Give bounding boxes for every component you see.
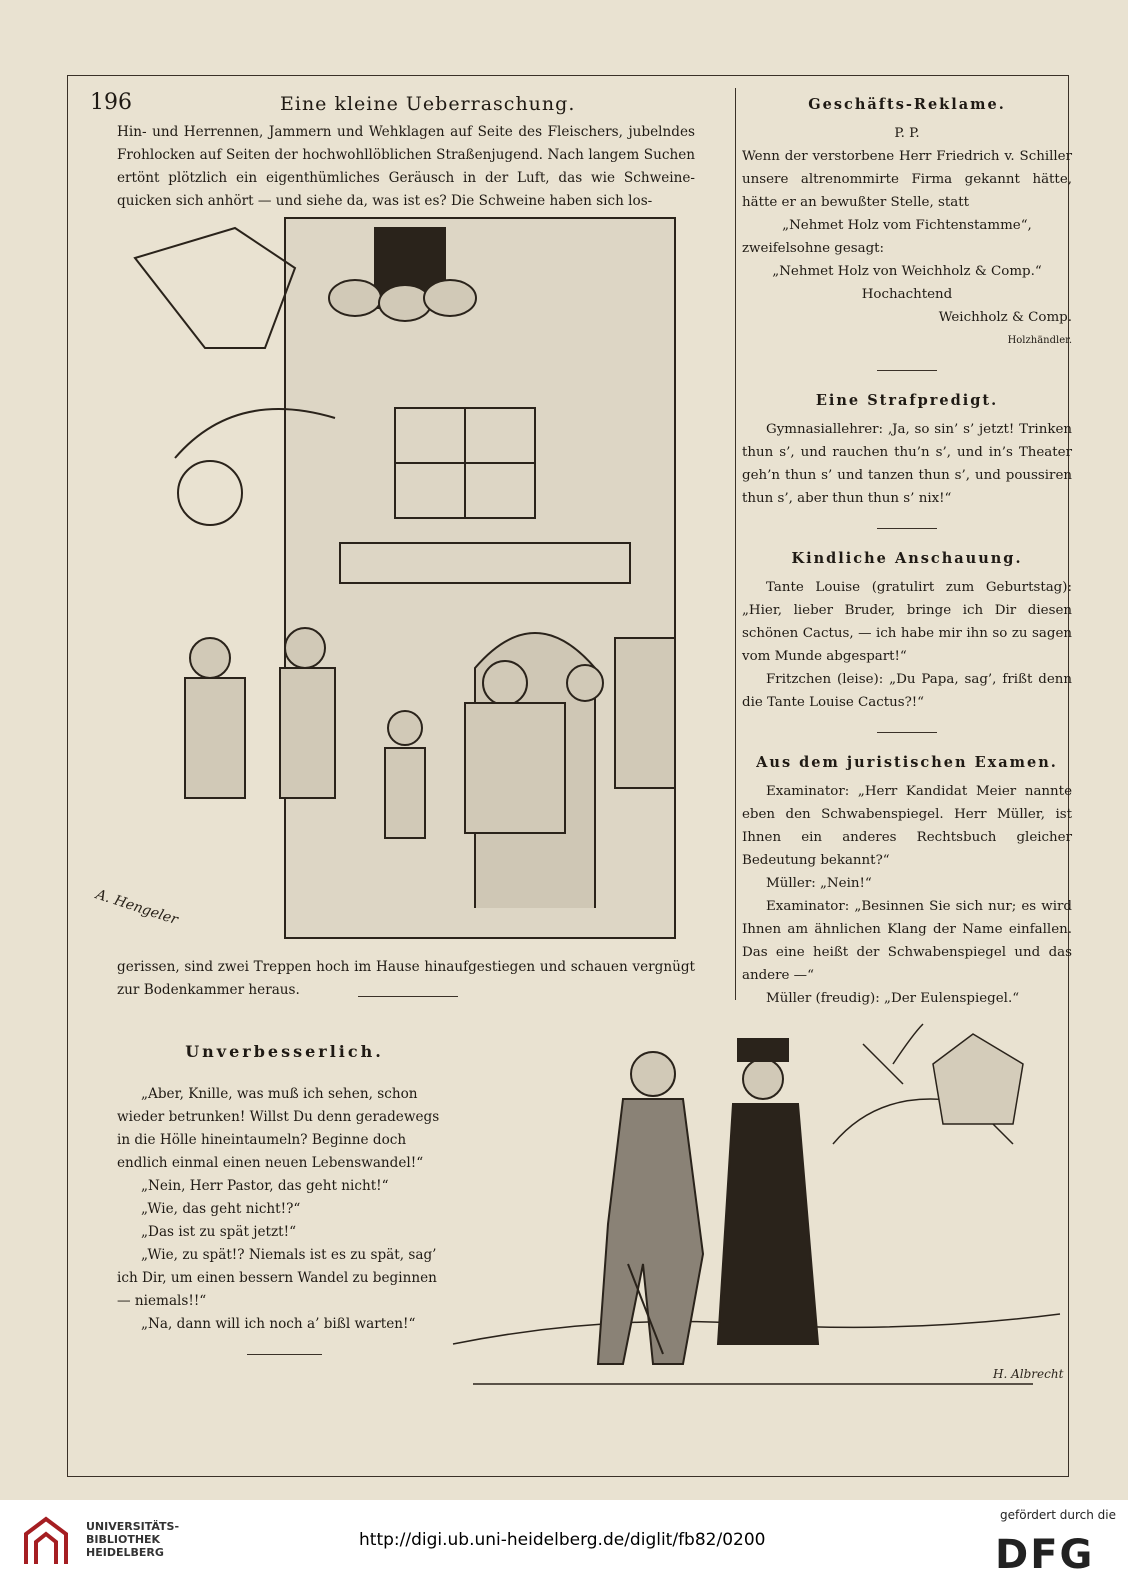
dialog-line: „Nein, Herr Pastor, das geht nicht!“	[141, 1178, 389, 1194]
dialog-line: „Aber, Knille, was muß ich sehen, schon wieder betrunken! Willst Du denn geradewegs in die Hölle hineintaumeln? Beginne doch endlich einmal einen neuen Lebenswandel!“	[117, 1086, 440, 1171]
pig-head-icon	[379, 285, 431, 321]
signature-line: Weichholz & Comp.	[938, 310, 1072, 325]
illustration-signature: A. Hengeler	[93, 886, 180, 929]
quote-line: „Nehmet Holz von Weichholz & Comp.“	[772, 264, 1042, 279]
section-title: Unverbesserlich.	[185, 1042, 384, 1061]
quote-line: „Nehmet Holz vom Fichtenstamme“,	[782, 218, 1032, 233]
reklame-middle: zweifelsohne gesagt:	[742, 241, 885, 256]
section-title: Geschäfts-Reklame.	[808, 96, 1006, 113]
story-bottom-text: gerissen, sind zwei Treppen hoch im Hause hinaufgestiegen und schauen vergnügt zur Bodenkammer heraus.	[117, 959, 695, 998]
reklame-body: Wenn der verstorbene Herr Friedrich v. Schiller unsere altrenommirte Firma gekannt hätte, hätte er an bewußter Stelle, statt	[742, 149, 1072, 210]
unverbesserlich-section	[117, 1040, 452, 1373]
examen-p4: Müller (freudig): „Der Eulenspiegel.“	[766, 991, 1020, 1006]
section-title: Aus dem juristischen Examen.	[756, 754, 1058, 771]
permalink-url[interactable]: http://digi.ub.uni-heidelberg.de/diglit/fb82/0200	[359, 1530, 766, 1550]
column-divider	[735, 88, 736, 1000]
university-library-logo-icon	[16, 1514, 76, 1572]
library-name: UNIVERSITÄTS- BIBLIOTHEK HEIDELBERG	[86, 1520, 180, 1559]
examen-p2: Müller: „Nein!“	[766, 876, 872, 891]
running-head: Eine kleine Ueberraschung.	[280, 93, 576, 115]
anschauung-p1: Tante Louise (gratulirt zum Geburtstag): „Hier, lieber Bruder, bringe ich Dir diesen schönen Cactus, — ich habe mir ihn so zu sagen vom Munde abgespart!“	[742, 580, 1072, 664]
illustration-signature: H. Albrecht	[993, 1367, 1064, 1381]
page-number: 196	[90, 90, 132, 115]
dialog-line: „Wie, das geht nicht!?“	[141, 1201, 301, 1217]
section-title: Kindliche Anschauung.	[791, 550, 1023, 567]
examen-p1: Examinator: „Herr Kandidat Meier nannte eben den Schwabenspiegel. Herr Müller, ist Ihnen ein anderes Rechtsbuch gleicher Bedeutung bekannt?“	[742, 784, 1072, 868]
strafpredigt-text: Gymnasiallehrer: ‚Ja, so sin’ s’ jetzt! Trinken thun s’, und rauchen thu’n s’, und in’s Theater geh’n thun s’ und tanzen thun s’, und poussiren thun s’, aber thun thun s’ nix!“	[742, 422, 1072, 506]
pig-head-icon	[329, 280, 381, 316]
examen-p3: Examinator: „Besinnen Sie sich nur; es wird Ihnen am ähnlichen Klang der Name einfallen. Das eine heißt der Schwabenspiegel und das andere —“	[742, 899, 1072, 983]
dialog-line: „Wie, zu spät!? Niemals ist es zu spät, sag’ ich Dir, um einen bessern Wandel zu beginnen — niemals!!“	[117, 1247, 437, 1309]
divider	[877, 732, 937, 733]
divider	[877, 528, 937, 529]
section-title: Eine Strafpredigt.	[815, 392, 999, 409]
pp-line: P. P.	[894, 126, 920, 141]
closing-line: Hochachtend	[861, 287, 953, 302]
dialog-line: „Das ist zu spät jetzt!“	[141, 1224, 297, 1240]
pig-head-icon	[424, 280, 476, 316]
anschauung-p2: Fritzchen (leise): „Du Papa, sag’, frißt denn die Tante Louise Cactus?!“	[742, 672, 1072, 710]
funding-note: gefördert durch die	[1000, 1508, 1116, 1522]
reklame-section	[742, 93, 1072, 1010]
pastor-drunk-illustration	[453, 1024, 1064, 1400]
divider	[358, 996, 458, 997]
footer-bar	[0, 1500, 1128, 1584]
dfg-logo: DFG	[995, 1532, 1095, 1578]
divider	[247, 1354, 322, 1355]
trade-line: Holzhändler.	[1007, 335, 1072, 346]
dialog-line: „Na, dann will ich noch a’ bißl warten!“	[141, 1316, 416, 1332]
story-top-text: Hin- und Herrennen, Jammern und Wehklagen auf Seite des Fleischers, jubelndes Frohlocken auf Seiten der hochwohllöblichen Straßenjugend. Nach langem Suchen ertönt plötzlich ein eigenthümliches Geräusch in der Luft, das wie Schweine-quicken sich anhört — und siehe da, was ist es? Die Schweine haben sich los-	[117, 124, 695, 209]
divider	[877, 370, 937, 371]
street-scene-illustration	[93, 208, 695, 948]
